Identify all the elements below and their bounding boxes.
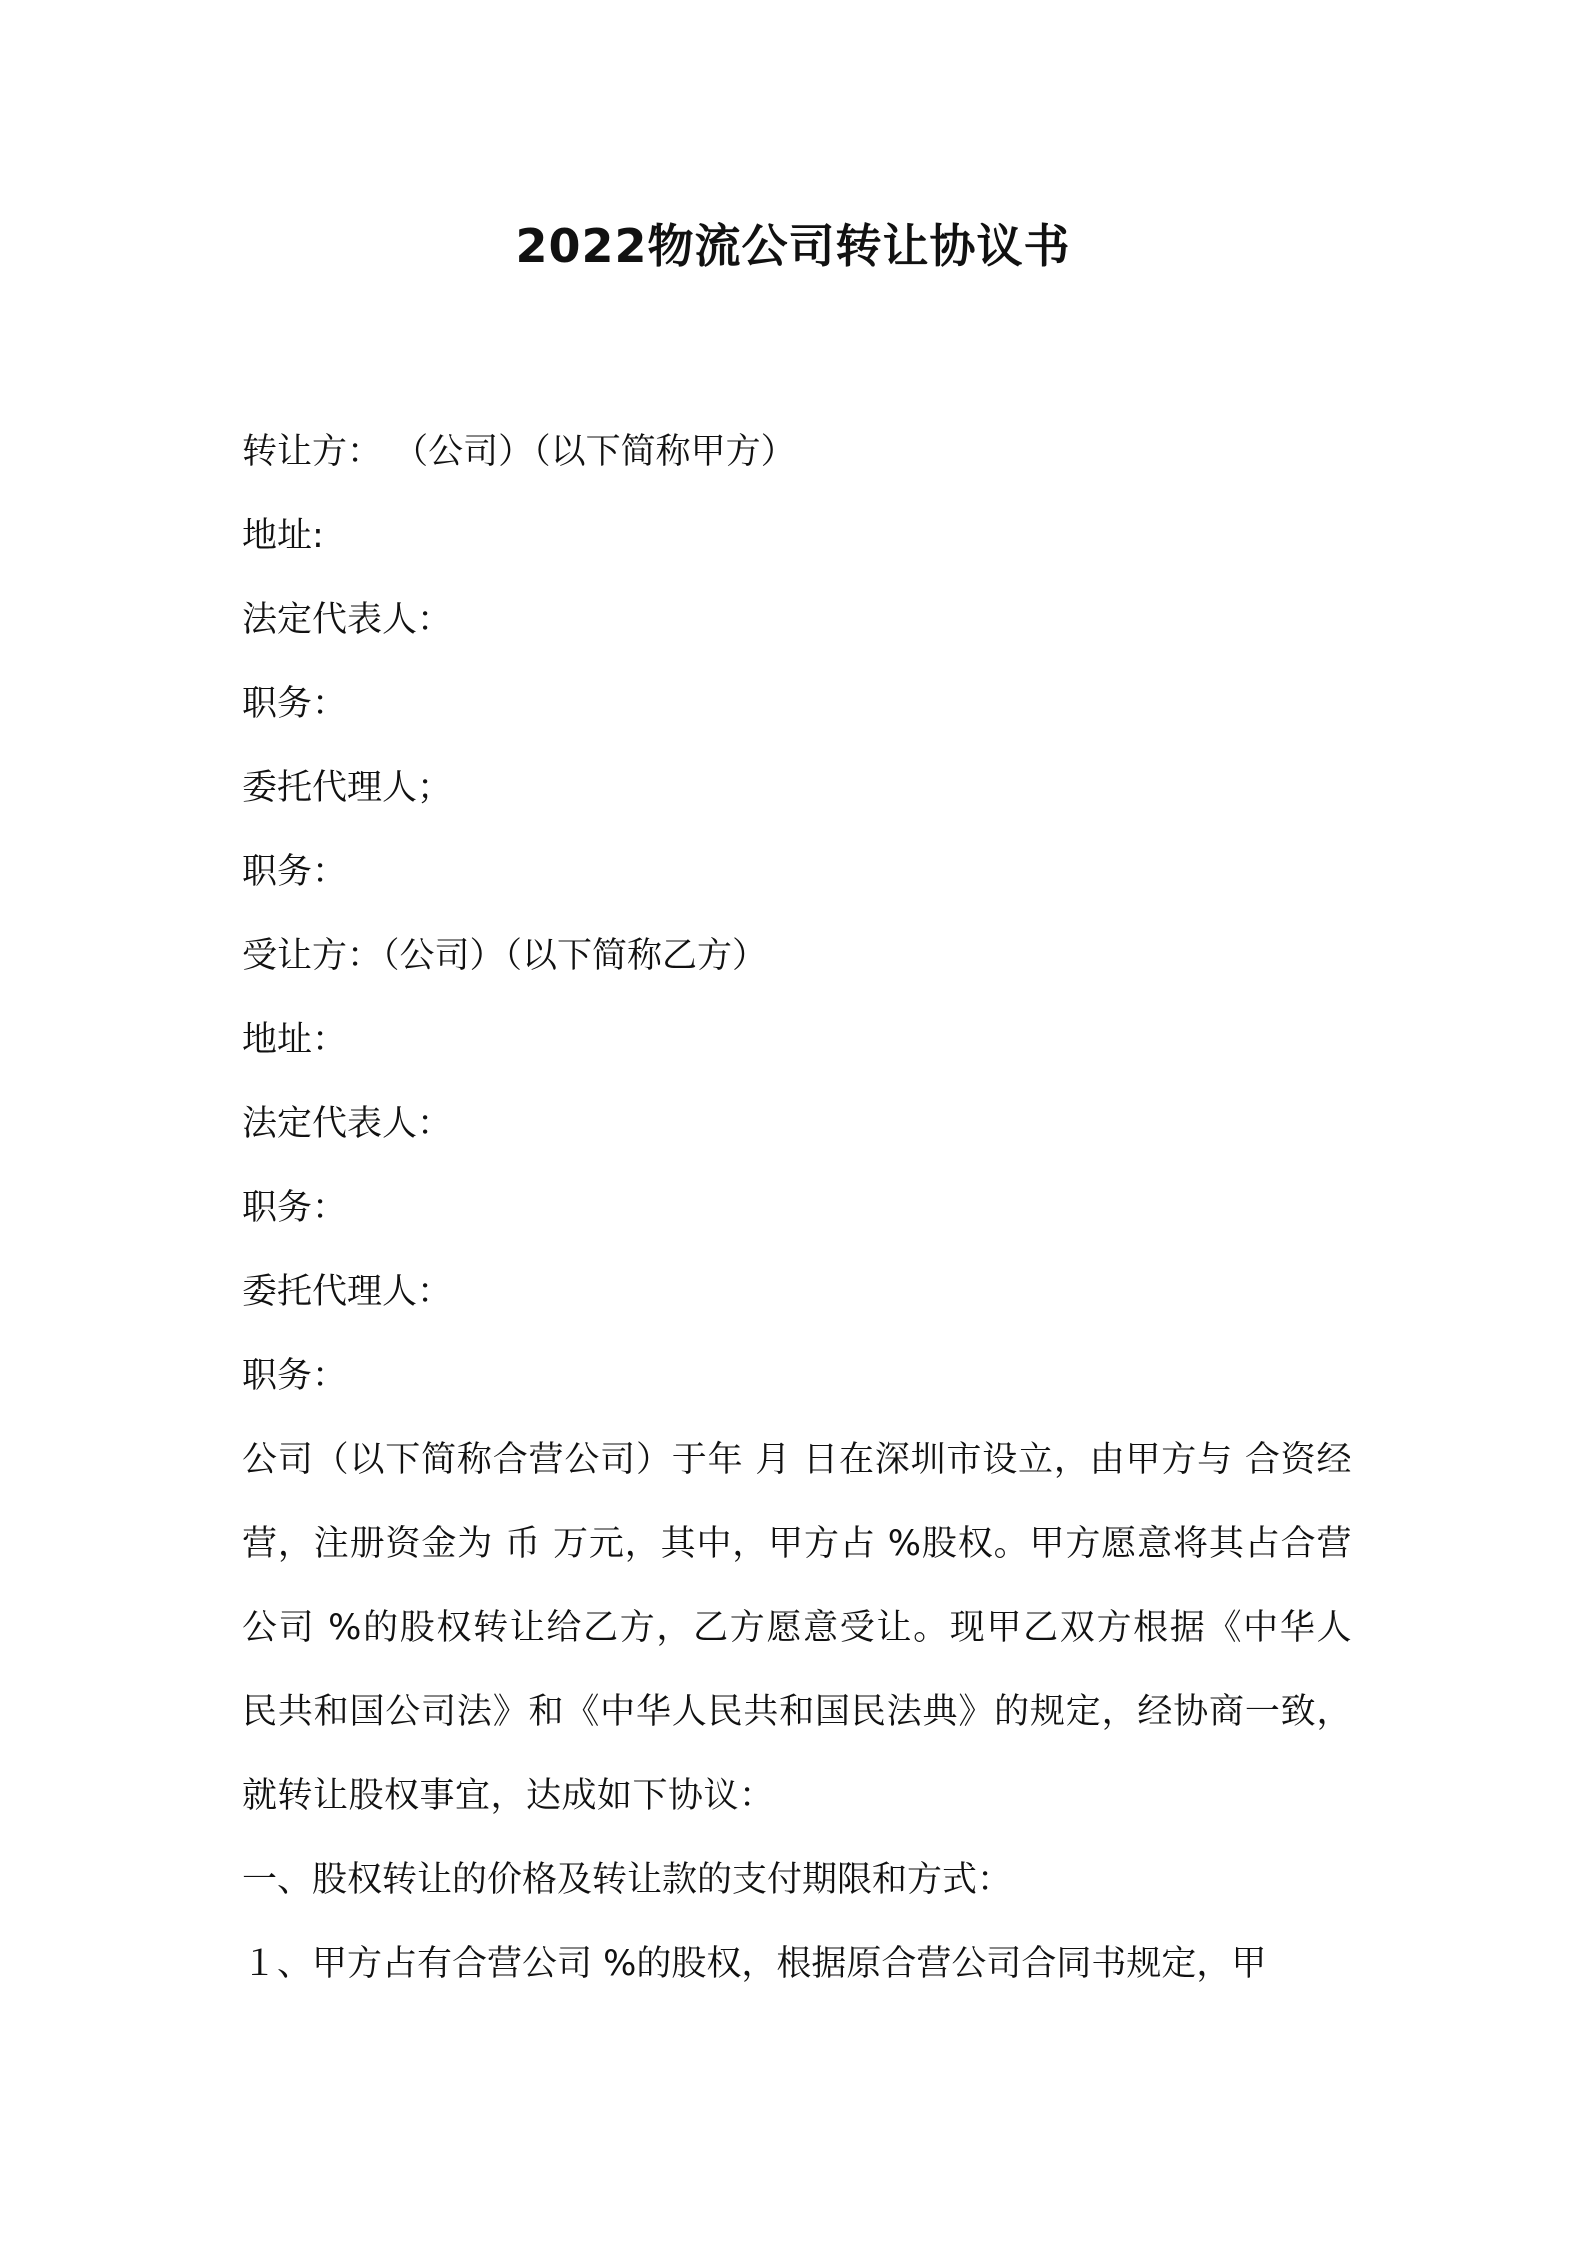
clause-1-text: １、甲方占有合营公司 %的股权，根据原合营公司合同书规定，甲	[242, 1944, 1267, 1984]
transferor-position: 职务：	[242, 684, 348, 724]
transferee-agent-position: 职务：	[242, 1356, 348, 1396]
document-title: 2022物流公司转让协议书	[515, 219, 1071, 273]
transferee-line: 受让方：（公司）（以下简称乙方）	[242, 936, 768, 976]
transferee-legal-rep: 法定代表人：	[242, 1104, 453, 1144]
transferee-position: 职务：	[242, 1188, 348, 1228]
transferee-agent: 委托代理人：	[242, 1272, 453, 1312]
transferor-agent-position: 职务：	[242, 852, 348, 892]
transferor-legal-rep: 法定代表人：	[242, 600, 453, 640]
transferee-address: 地址：	[242, 1020, 348, 1060]
document-body	[242, 410, 1352, 2006]
transferor-agent: 委托代理人；	[242, 768, 453, 808]
transferor-line: 转让方： （公司）（以下简称甲方）	[242, 432, 796, 472]
section-1-heading: 一、股权转让的价格及转让款的支付期限和方式：	[242, 1860, 1013, 1900]
preamble-paragraph: 公司（以下简称合营公司）于年 月 日在深圳市设立，由甲方与 合资经营，注册资金为 币 万元，其中，甲方占 %股权。甲方愿意将其占合营公司 %的股权转让给乙方，乙方愿意受让。现甲乙双方根据《中华人民共和国公司法》和《中华人民共和国民法典》的规定，经协商一致，就转让股权事宜，达成如下协议：	[242, 1440, 1352, 1816]
transferor-address: 地址:	[242, 516, 324, 556]
